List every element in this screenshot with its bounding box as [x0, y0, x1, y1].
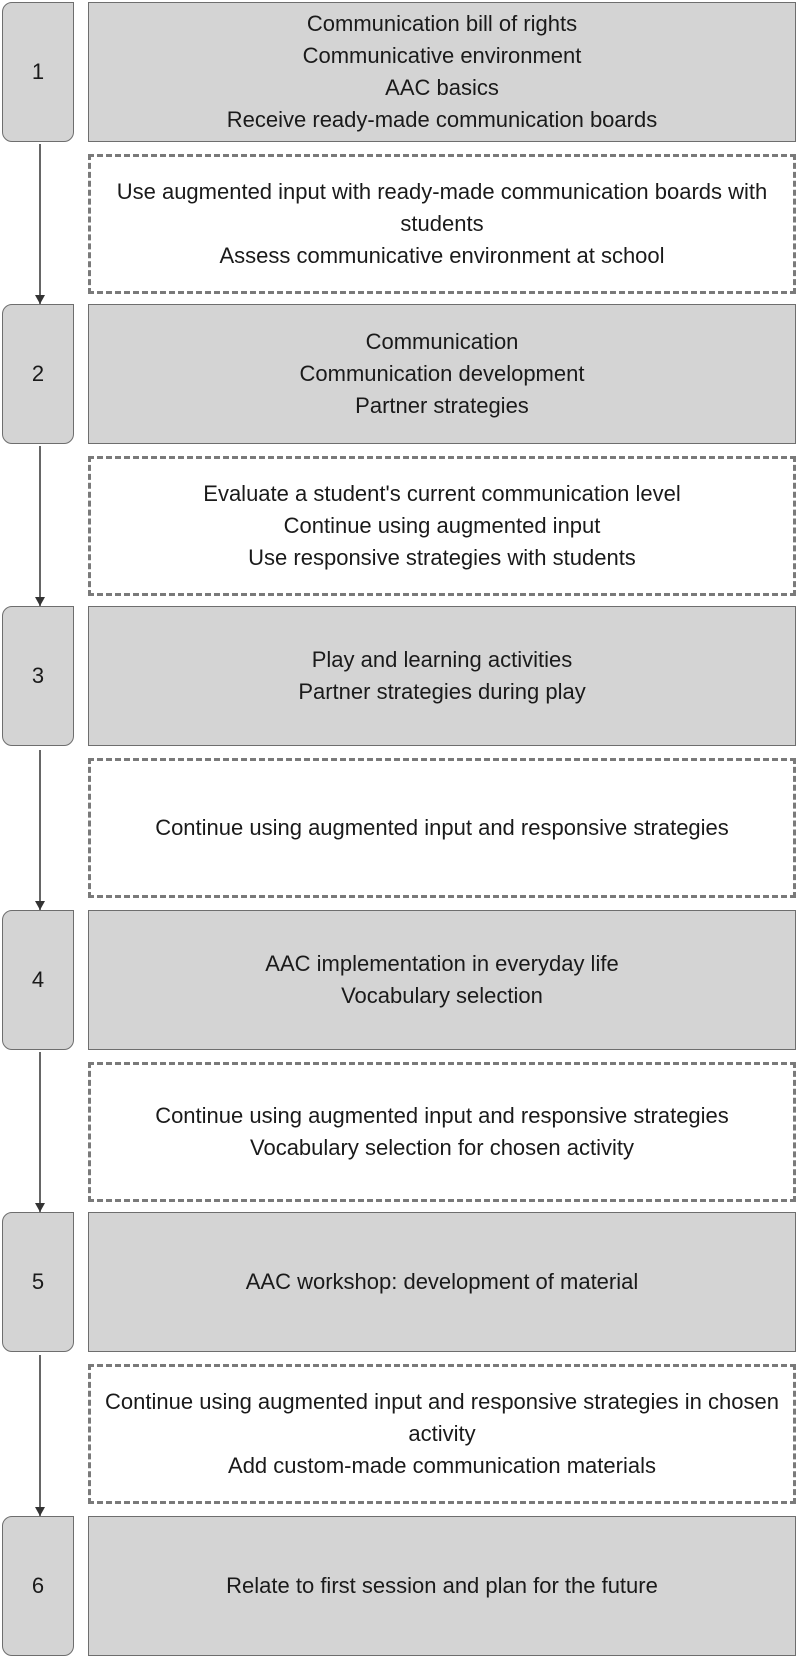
task-line: Evaluate a student's current communication level: [203, 481, 681, 506]
session-line: AAC basics: [385, 75, 499, 100]
session-number-label: 5: [31, 1269, 45, 1294]
task-line: Continue using augmented input and responsive strategies: [155, 1103, 729, 1128]
session-number-label: 6: [31, 1573, 45, 1598]
task-line: Continue using augmented input and responsive strategies: [155, 815, 729, 840]
task-box-5: [88, 1364, 796, 1504]
session-number-5: [2, 1212, 74, 1352]
session-box-4: [88, 910, 796, 1050]
session-box-3: [88, 606, 796, 746]
session-number-label: 2: [31, 361, 45, 386]
task-line: Use augmented input with ready-made communication boards with students: [116, 179, 768, 236]
session-line: Communicative environment: [302, 43, 582, 68]
session-number-1: [2, 2, 74, 142]
session-line: Communication bill of rights: [306, 11, 578, 36]
session-box-2: [88, 304, 796, 444]
session-number-2: [2, 304, 74, 444]
session-line: Vocabulary selection: [341, 983, 543, 1008]
session-line: Partner strategies during play: [298, 679, 586, 704]
task-line: Add custom-made communication materials: [228, 1453, 656, 1478]
task-line: Continue using augmented input: [283, 513, 601, 538]
session-line: Receive ready-made communication boards: [226, 107, 658, 132]
session-line: AAC workshop: development of material: [245, 1269, 639, 1294]
session-line: Communication development: [299, 361, 585, 386]
session-box-1: [88, 2, 796, 142]
session-box-6: [88, 1516, 796, 1656]
task-box-3: [88, 758, 796, 898]
task-line: Assess communicative environment at school: [219, 243, 665, 268]
session-line: Partner strategies: [355, 393, 529, 418]
session-line: AAC implementation in everyday life: [265, 951, 619, 976]
task-box-2: [88, 456, 796, 596]
task-line: Continue using augmented input and responsive strategies in chosen activity: [105, 1389, 779, 1446]
session-line: Play and learning activities: [311, 647, 573, 672]
session-line: Communication: [365, 329, 519, 354]
session-number-6: [2, 1516, 74, 1656]
session-number-4: [2, 910, 74, 1050]
task-box-1: [88, 154, 796, 294]
task-line: Use responsive strategies with students: [248, 545, 636, 570]
session-number-label: 3: [31, 663, 45, 688]
task-box-4: [88, 1062, 796, 1202]
session-number-label: 4: [31, 967, 45, 992]
session-line: Relate to first session and plan for the future: [226, 1573, 658, 1598]
session-number-3: [2, 606, 74, 746]
session-box-5: [88, 1212, 796, 1352]
task-line: Vocabulary selection for chosen activity: [250, 1135, 634, 1160]
session-number-label: 1: [31, 59, 45, 84]
